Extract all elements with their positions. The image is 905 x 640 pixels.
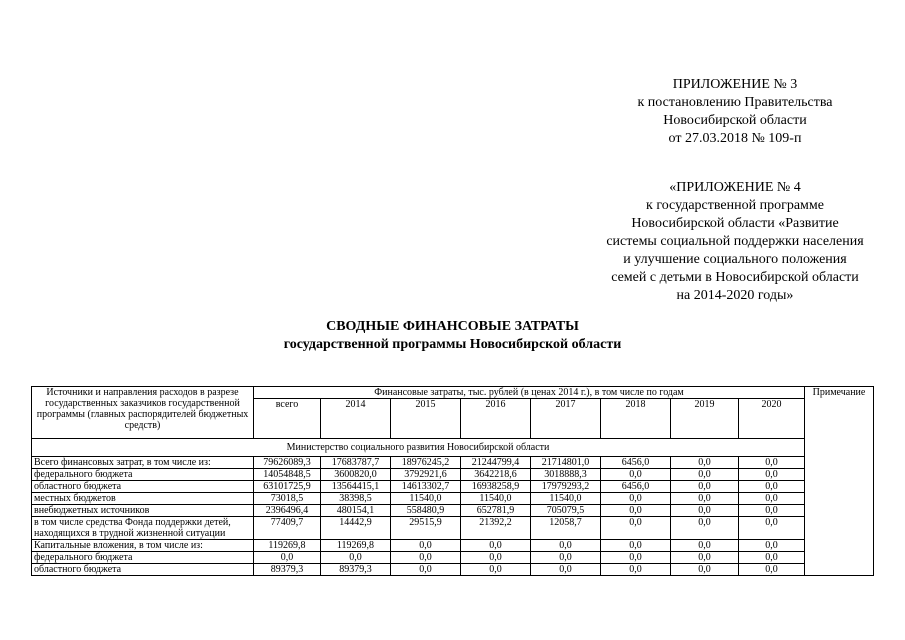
value-cell: 11540,0 (391, 493, 461, 505)
value-cell: 3792921,6 (391, 469, 461, 481)
year-header-cell: всего (254, 399, 321, 439)
table-row (32, 493, 874, 505)
appendix-3-header (600, 76, 870, 148)
appendix-4-header (580, 179, 890, 305)
value-cell: 0,0 (671, 564, 739, 576)
row-name-cell: местных бюджетов (32, 493, 254, 505)
value-cell: 79626089,3 (254, 457, 321, 469)
value-cell: 73018,5 (254, 493, 321, 505)
appendix-4-line: к государственной программе (646, 198, 824, 213)
year-header-cell: 2020 (739, 399, 805, 439)
value-cell: 119269,8 (254, 540, 321, 552)
table-row (32, 517, 874, 540)
value-cell: 6456,0 (601, 481, 671, 493)
value-cell: 12058,7 (531, 517, 601, 540)
table-header-row (32, 387, 874, 399)
value-cell: 0,0 (531, 552, 601, 564)
row-name-cell: федерального бюджета (32, 552, 254, 564)
financial-costs-table (31, 386, 874, 576)
value-cell: 0,0 (461, 552, 531, 564)
value-cell: 0,0 (531, 564, 601, 576)
value-cell: 0,0 (671, 469, 739, 481)
value-cell: 0,0 (671, 481, 739, 493)
value-cell: 89379,3 (254, 564, 321, 576)
appendix-3-line: к постановлению Правительства (637, 95, 833, 110)
value-cell: 558480,9 (391, 505, 461, 517)
value-cell: 0,0 (739, 552, 805, 564)
value-cell: 0,0 (601, 564, 671, 576)
value-cell: 0,0 (254, 552, 321, 564)
value-cell: 3600820,0 (321, 469, 391, 481)
value-cell: 17683787,7 (321, 457, 391, 469)
appendix-3-line: ПРИЛОЖЕНИЕ № 3 (672, 77, 798, 92)
value-cell: 0,0 (391, 564, 461, 576)
title-line-2: государственной программы Новосибирской области (283, 337, 622, 352)
value-cell: 38398,5 (321, 493, 391, 505)
value-cell: 21392,2 (461, 517, 531, 540)
row-name-cell: Капитальные вложения, в том числе из: (32, 540, 254, 552)
appendix-4-line: «ПРИЛОЖЕНИЕ № 4 (669, 180, 801, 195)
section-title-cell: Министерство социального развития Новосибирской области (32, 439, 805, 457)
table-row (32, 505, 874, 517)
table-row (32, 457, 874, 469)
value-cell: 652781,9 (461, 505, 531, 517)
row-name-cell: в том числе средства Фонда поддержки детей, находящихся в трудной жизненной ситуации (32, 517, 254, 540)
value-cell: 0,0 (739, 493, 805, 505)
header-costs-cell: Финансовые затраты, тыс. рублей (в ценах 2014 г.), в том числе по годам (254, 387, 805, 399)
row-name-cell: Всего финансовых затрат, в том числе из: (32, 457, 254, 469)
value-cell: 6456,0 (601, 457, 671, 469)
appendix-4-line: семей с детьми в Новосибирской области (611, 270, 859, 285)
value-cell: 0,0 (739, 505, 805, 517)
value-cell: 0,0 (739, 564, 805, 576)
year-header-cell: 2015 (391, 399, 461, 439)
appendix-4-line: на 2014-2020 годы» (676, 288, 794, 303)
value-cell: 0,0 (671, 493, 739, 505)
value-cell: 0,0 (671, 552, 739, 564)
table-row (32, 552, 874, 564)
value-cell: 480154,1 (321, 505, 391, 517)
value-cell: 3018888,3 (531, 469, 601, 481)
value-cell: 0,0 (601, 469, 671, 481)
value-cell: 0,0 (671, 517, 739, 540)
value-cell: 0,0 (601, 552, 671, 564)
value-cell: 0,0 (739, 517, 805, 540)
value-cell: 0,0 (739, 457, 805, 469)
row-name-cell: областного бюджета (32, 564, 254, 576)
value-cell: 29515,9 (391, 517, 461, 540)
value-cell: 14054848,5 (254, 469, 321, 481)
row-name-cell: федерального бюджета (32, 469, 254, 481)
value-cell: 2396496,4 (254, 505, 321, 517)
value-cell: 0,0 (601, 493, 671, 505)
year-header-cell: 2017 (531, 399, 601, 439)
value-cell: 705079,5 (531, 505, 601, 517)
title-line-1: СВОДНЫЕ ФИНАНСОВЫЕ ЗАТРАТЫ (326, 319, 579, 334)
value-cell: 14613302,7 (391, 481, 461, 493)
year-header-cell: 2016 (461, 399, 531, 439)
appendix-4-line: Новосибирской области «Развитие (631, 216, 839, 231)
table-row (32, 540, 874, 552)
value-cell: 0,0 (321, 552, 391, 564)
value-cell: 77409,7 (254, 517, 321, 540)
year-header-cell: 2018 (601, 399, 671, 439)
year-header-cell: 2019 (671, 399, 739, 439)
value-cell: 21714801,0 (531, 457, 601, 469)
value-cell: 0,0 (671, 505, 739, 517)
value-cell: 0,0 (671, 540, 739, 552)
value-cell: 119269,8 (321, 540, 391, 552)
appendix-3-line: Новосибирской области (663, 113, 807, 128)
value-cell: 18976245,2 (391, 457, 461, 469)
section-row (32, 439, 874, 457)
table-row (32, 469, 874, 481)
value-cell: 3642218,6 (461, 469, 531, 481)
value-cell: 0,0 (461, 540, 531, 552)
value-cell: 16938258,9 (461, 481, 531, 493)
year-header-cell: 2014 (321, 399, 391, 439)
value-cell: 21244799,4 (461, 457, 531, 469)
value-cell: 0,0 (601, 517, 671, 540)
value-cell: 0,0 (739, 469, 805, 481)
appendix-4-line: системы социальной поддержки населения (606, 234, 864, 249)
table-row (32, 481, 874, 493)
value-cell: 11540,0 (531, 493, 601, 505)
value-cell: 0,0 (671, 457, 739, 469)
value-cell: 0,0 (461, 564, 531, 576)
value-cell: 11540,0 (461, 493, 531, 505)
value-cell: 0,0 (739, 540, 805, 552)
value-cell: 14442,9 (321, 517, 391, 540)
appendix-4-line: и улучшение социального положения (623, 252, 847, 267)
row-name-cell: внебюджетных источников (32, 505, 254, 517)
table-row (32, 564, 874, 576)
value-cell: 0,0 (391, 540, 461, 552)
value-cell: 0,0 (601, 540, 671, 552)
document-title (180, 318, 725, 354)
row-name-cell: областного бюджета (32, 481, 254, 493)
header-source-cell: Источники и направления расходов в разрезе государственных заказчиков государственной программы (главных распорядителей бюджетных средств) (32, 387, 254, 439)
value-cell: 0,0 (391, 552, 461, 564)
value-cell: 0,0 (601, 505, 671, 517)
appendix-3-line: от 27.03.2018 № 109-п (668, 131, 802, 146)
value-cell: 0,0 (531, 540, 601, 552)
value-cell: 17979293,2 (531, 481, 601, 493)
value-cell: 13564415,1 (321, 481, 391, 493)
value-cell: 89379,3 (321, 564, 391, 576)
header-note-cell: Примечание (805, 387, 874, 576)
value-cell: 63101725,9 (254, 481, 321, 493)
value-cell: 0,0 (739, 481, 805, 493)
